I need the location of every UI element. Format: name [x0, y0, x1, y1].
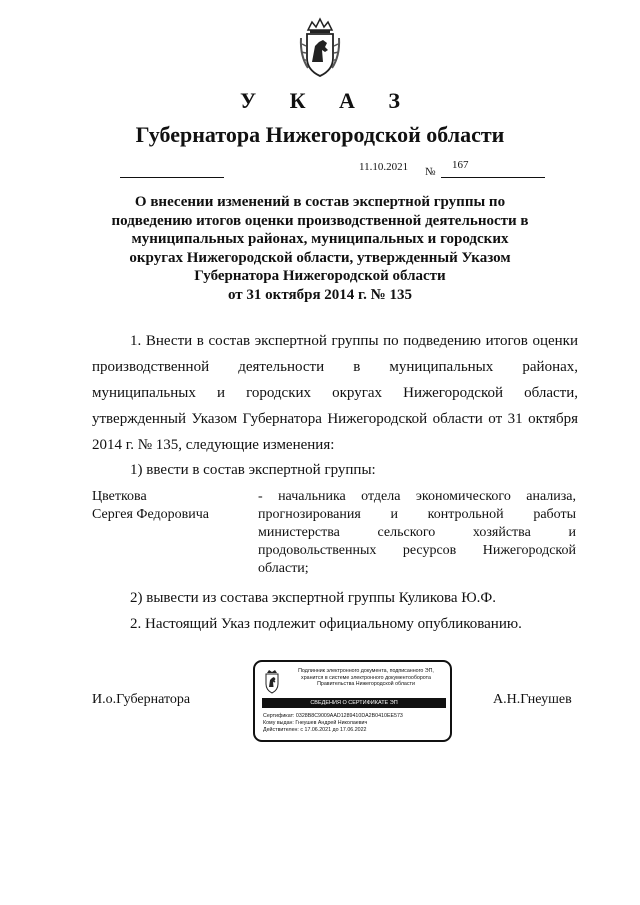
number-sign: № — [425, 166, 436, 178]
signatory-name: А.Н.Гнеушев — [493, 692, 572, 707]
member-name-line: Сергея Федоровича — [92, 507, 210, 522]
title-line: округах Нижегородской области, утвержденный Указом — [129, 249, 511, 266]
stamp-text-line: хранится в системе электронного документооборота — [301, 674, 431, 681]
paragraph-2: 2. Настоящий Указ подлежит официальному опубликованию. — [130, 616, 522, 632]
title-line: О внесении изменений в состав экспертной группы по — [134, 194, 506, 210]
issuing-authority: Губернатора Нижегородской области — [135, 122, 505, 147]
subparagraph-2: 2) вывести из состава экспертной группы Куликова Ю.Ф. — [130, 590, 497, 606]
paragraph-1-line: муниципальных и городских округах Нижегородской области, — [92, 385, 578, 401]
paragraph-1-line: производственной деятельности в муниципальных районах, — [92, 359, 578, 375]
coat-of-arms-emblem — [298, 16, 342, 80]
stamp-text-line: Подлинник электронного документа, подписанного ЭП, — [298, 668, 434, 674]
signatory-role: И.о.Губернатора — [92, 692, 191, 707]
member-position-line: области; — [258, 561, 309, 576]
member-position-line: прогнозирования и контрольной работы — [258, 507, 576, 522]
member-position-line: продовольственных ресурсов Нижегородской — [258, 543, 576, 558]
member-position-line: министерства сельского хозяйства и — [258, 525, 576, 540]
member-name — [92, 488, 209, 524]
stamp-text-line: Правительства Нижегородской области — [317, 681, 415, 688]
title-line: подведению итогов оценки производственной деятельности в — [111, 212, 529, 229]
member-position-line: - начальника отдела экономического анализа, — [258, 489, 576, 504]
stamp-text — [283, 668, 449, 688]
title-line: Губернатора Нижегородской области — [194, 268, 446, 285]
certificate-serial: Сертификат: 0328B8C9009AAD1289410DA2B0410EE573 — [263, 713, 403, 719]
certificate-validity: Действителен: с 17.06.2021 до 17.06.2022 — [263, 727, 367, 734]
title-line: от 31 октября 2014 г. № 135 — [228, 286, 412, 303]
document-type-heading: У К А З — [239, 88, 415, 113]
paragraph-1-line: 1. Внести в состав экспертной группы по подведению итогов оценки — [130, 333, 578, 349]
stamp-emblem-icon — [263, 668, 281, 694]
member-name-line: Цветкова — [92, 489, 147, 504]
certificate-details — [263, 713, 403, 735]
document-date: 11.10.2021 — [359, 161, 409, 173]
document-number: 167 — [452, 159, 469, 171]
number-underline — [441, 177, 545, 178]
subparagraph-1: 1) ввести в состав экспертной группы: — [130, 462, 376, 478]
certificate-owner: Кому выдан: Гнеушев Андрей Николаевич — [263, 720, 368, 727]
electronic-signature-stamp — [253, 660, 452, 742]
paragraph-1-line: утвержденный Указом Губернатора Нижегородской области от 31 октября — [92, 411, 578, 427]
document-title — [100, 193, 540, 305]
member-position — [258, 488, 576, 578]
title-line: муниципальных районах, муниципальных и городских — [131, 231, 509, 248]
blank-line-left — [120, 177, 224, 178]
certificate-info-bar: СВЕДЕНИЯ О СЕРТИФИКАТЕ ЭП — [262, 698, 446, 708]
paragraph-1-line: 2014 г. № 135, следующие изменения: — [92, 437, 335, 453]
